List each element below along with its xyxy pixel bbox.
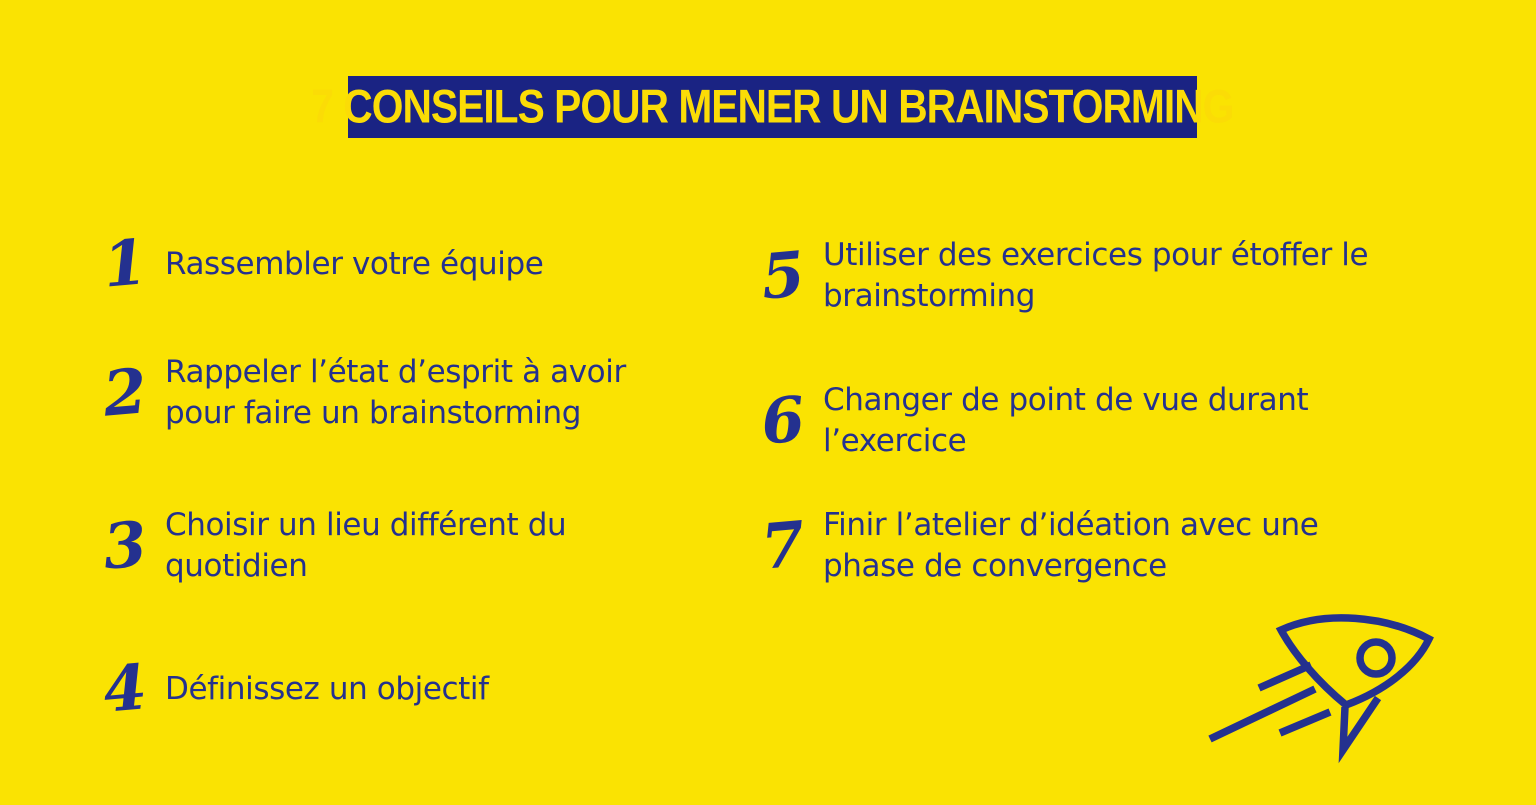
rocket-icon (1200, 598, 1445, 770)
tip-line: l’exercice (823, 423, 967, 459)
tip-number-3: 3 (100, 507, 150, 584)
speed-line (1280, 712, 1330, 733)
tip-text-6 (823, 380, 1308, 462)
tip-text-7 (823, 505, 1318, 587)
tip-text-5 (823, 235, 1368, 317)
page-title: 7 CONSEILS POUR MENER UN BRAINSTORMING (311, 80, 1234, 133)
tip-number-4: 4 (100, 650, 150, 727)
tip-text-3 (165, 505, 566, 587)
tip-item-4 (97, 650, 489, 727)
tip-item-7 (755, 505, 1318, 587)
tip-line: Utiliser des exercices pour étoffer le (823, 237, 1369, 273)
tip-number-1: 1 (100, 225, 150, 302)
speed-line (1210, 689, 1315, 739)
tip-number-6: 6 (758, 382, 808, 459)
tip-text-4 (165, 669, 489, 710)
tip-number-7: 7 (758, 507, 808, 584)
tip-line: Définissez un objectif (165, 670, 489, 707)
tip-line: Rappeler l’état d’esprit à avoir (165, 354, 626, 390)
tip-item-2 (97, 352, 626, 434)
speed-line (1259, 665, 1311, 688)
tip-item-3 (97, 505, 566, 587)
tip-number-5: 5 (758, 237, 808, 314)
tip-line: Rassembler votre équipe (165, 245, 544, 282)
tip-number-2: 2 (100, 354, 150, 431)
tip-text-1 (165, 244, 543, 285)
tip-line: Finir l’atelier d’idéation avec une (823, 507, 1319, 543)
tip-line: quotidien (165, 548, 308, 584)
tip-item-5 (755, 235, 1368, 317)
tip-line: Choisir un lieu différent du (165, 507, 567, 543)
tip-line: Changer de point de vue durant (823, 382, 1309, 418)
title-banner (311, 76, 1234, 138)
rocket-window (1360, 642, 1392, 674)
tip-item-1 (97, 225, 544, 302)
tip-line: phase de convergence (823, 548, 1167, 584)
tip-line: pour faire un brainstorming (165, 395, 582, 431)
tip-line: brainstorming (823, 278, 1036, 314)
tip-text-2 (165, 352, 626, 434)
tip-item-6 (755, 380, 1308, 462)
